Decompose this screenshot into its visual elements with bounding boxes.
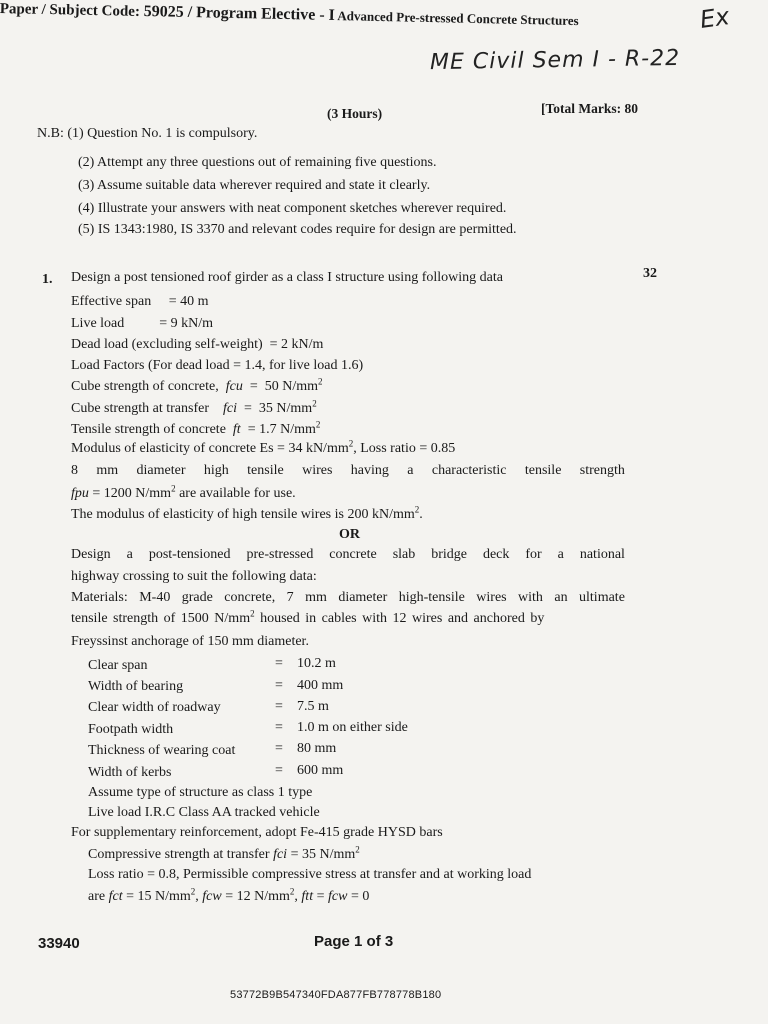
document-hash: 53772B9B547340FDA877FB778778B180 — [230, 989, 442, 1001]
page-indicator: Page 1 of 3 — [314, 933, 394, 950]
effective-span: Effective span = 40 m — [71, 294, 209, 309]
cube-strength: Cube strength of concrete, fcu = 50 $N/mm^2$ — [71, 376, 323, 394]
subject-name: Advanced Pre-stressed Concrete Structures — [334, 8, 579, 29]
paper-number: 33940 — [38, 935, 80, 952]
item-equals: = — [275, 678, 283, 693]
item-value: 80 mm — [297, 741, 337, 756]
structure-type: Assume type of structure as class 1 type — [88, 785, 313, 800]
total-marks: [Total Marks: 80 — [541, 101, 638, 116]
alt-anchorage: Freyssinst anchorage of 150 mm diameter. — [71, 634, 309, 649]
alt-materials: Materials: M-40 grade concrete, 7 mm diameter high-tensile wires with an ultimate — [71, 590, 625, 605]
nb-item-3: (3) Assume suitable data wherever required and state it clearly. — [78, 178, 431, 193]
item-label: Width of kerbs — [88, 765, 172, 780]
nb-item-2: (2) Attempt any three questions out of remaining five questions. — [78, 155, 437, 170]
nb-item-4: (4) Illustrate your answers with neat component sketches wherever required. — [78, 201, 507, 216]
loss-ratio: Loss ratio = 0.8, Permissible compressive stress at transfer and at working load — [88, 867, 532, 882]
nb-item-1: N.B: (1) Question No. 1 is compulsory. — [37, 126, 258, 141]
cube-strength-transfer: Cube strength at transfer fci = 35 $N/mm^2$ — [71, 398, 317, 416]
alt-intro-line2: highway crossing to suit the following data: — [71, 569, 317, 584]
subject-code: 59025 / Program Elective - I — [143, 3, 336, 25]
alt-tensile-strength: tensile strength of 1500 $N/mm^2$ housed in cables with 12 wires and anchored by — [71, 608, 545, 626]
wire-description: 8 mm diameter high tensile wires having a characteristic tensile strength — [71, 463, 625, 478]
item-equals: = — [275, 763, 283, 778]
exam-duration: (3 Hours) — [327, 106, 383, 121]
tensile-strength: Tensile strength of concrete ft = 1.7 $N/mm^2$ — [71, 419, 321, 437]
item-value: 7.5 m — [297, 699, 329, 714]
nb-label: N.B: — [37, 126, 68, 141]
load-factors: Load Factors (For dead load = 1.4, for live load 1.6) — [71, 358, 364, 373]
or-separator: OR — [339, 527, 360, 542]
item-equals: = — [275, 720, 283, 735]
permissible-stresses: are fct = 15 $N/mm^2$, fcw = 12 $N/mm^2$, ftt = fcw = 0 — [88, 886, 370, 904]
item-value: 1.0 m on either side — [297, 720, 408, 735]
item-label: Footpath width — [88, 722, 174, 737]
dead-load: Dead load (excluding self-weight) = 2 kN/m — [71, 337, 324, 352]
supplementary-reinforcement: For supplementary reinforcement, adopt Fe-415 grade HYSD bars — [71, 825, 443, 840]
item-equals: = — [275, 699, 283, 714]
item-equals: = — [275, 741, 283, 756]
item-value: 400 mm — [297, 678, 344, 693]
question-number: 1. — [42, 272, 53, 287]
item-label: Clear width of roadway — [88, 700, 221, 715]
item-equals: = — [275, 656, 283, 671]
handwritten-note: ME Civil Sem I - R-22 — [429, 45, 681, 76]
alt-intro-line1: Design a post-tensioned pre-stressed concrete slab bridge deck for a national — [71, 547, 625, 562]
header-prefix: Paper / Subject Code: — [0, 0, 144, 21]
live-load: Live load = 9 kN/m — [71, 316, 214, 331]
item-label: Width of bearing — [88, 679, 184, 694]
modulus-concrete: Modulus of elasticity of concrete Es = 34 $kN/mm^2$, Loss ratio = 0.85 — [71, 438, 456, 456]
item-value: 10.2 m — [297, 656, 336, 671]
compressive-strength-transfer: Compressive strength at transfer fci = 35 $N/mm^2$ — [88, 844, 360, 862]
modulus-wires: The modulus of elasticity of high tensile wires is 200 $kN/mm^2$. — [71, 504, 423, 522]
question-intro: Design a post tensioned roof girder as a class I structure using following data — [71, 270, 503, 285]
question-marks: 32 — [643, 266, 657, 281]
item-label: Clear span — [88, 658, 148, 673]
nb-item-5: (5) IS 1343:1980, IS 3370 and relevant codes require for design are permitted. — [78, 222, 517, 237]
paper-header — [0, 0, 579, 30]
corner-handwritten-mark: Ex — [698, 2, 732, 34]
live-load-class: Live load I.R.C Class AA tracked vehicle — [88, 805, 320, 820]
item-value: 600 mm — [297, 763, 344, 778]
fpu-value: fpu = 1200 $N/mm^2$ are available for use. — [71, 483, 296, 501]
item-label: Thickness of wearing coat — [88, 743, 236, 758]
